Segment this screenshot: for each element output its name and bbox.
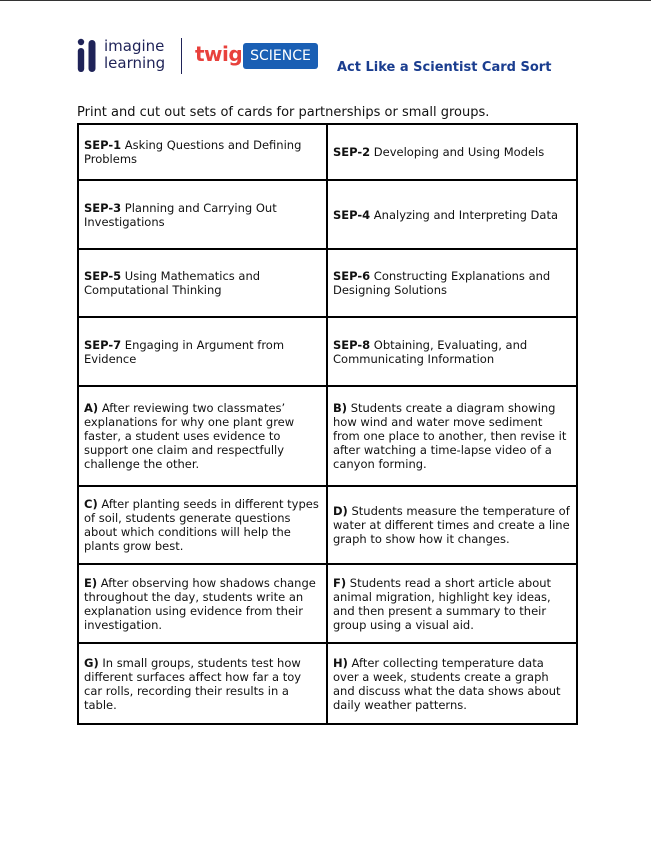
card-sep-3 xyxy=(78,180,327,249)
card-e xyxy=(78,564,327,643)
card-c xyxy=(78,486,327,564)
card-a xyxy=(78,386,327,486)
instructions-text: Print and cut out sets of cards for partnerships or small groups. xyxy=(77,105,490,120)
card-text: In small groups, students test how different surfaces affect how far a toy car rolls, recording their results in a table. xyxy=(84,655,302,712)
card-code: C) xyxy=(84,497,98,511)
card-code: SEP-8 xyxy=(333,337,371,352)
card-d xyxy=(327,486,577,564)
imagine-learning-wordmark xyxy=(104,38,165,72)
card-sort-table xyxy=(77,123,578,725)
table-row xyxy=(78,249,577,317)
card-sep-1 xyxy=(78,124,327,180)
card-code: SEP-3 xyxy=(84,200,122,215)
card-text: After planting seeds in different types of soil, students generate questions about which conditions will help the plants grow best. xyxy=(84,497,319,553)
table-row xyxy=(78,643,577,724)
card-f xyxy=(327,564,577,643)
card-code: SEP-4 xyxy=(333,207,371,222)
table-row xyxy=(78,124,577,180)
table-row xyxy=(78,386,577,486)
card-sep-4 xyxy=(327,180,577,249)
table-row xyxy=(78,486,577,564)
card-text: Students read a short article about animal migration, highlight key ideas, and then present a summary to their group using a visual aid. xyxy=(333,575,552,632)
document-title: Act Like a Scientist Card Sort xyxy=(337,60,552,75)
card-g xyxy=(78,643,327,724)
card-text: Students measure the temperature of water at different times and create a line graph to show how it changes. xyxy=(333,504,570,546)
twig-wordmark: twig xyxy=(195,42,243,66)
card-text: Asking Questions and Defining Problems xyxy=(84,138,302,166)
card-code: B) xyxy=(333,401,348,415)
imagine-learning-line2: learning xyxy=(104,54,166,72)
logo-divider xyxy=(181,38,182,74)
card-text: Students create a diagram showing how wind and water move sediment from one place to another, then revise it after watching a time-lapse video of a canyon forming. xyxy=(333,401,567,471)
card-text: Constructing Explanations and Designing Solutions xyxy=(333,269,551,297)
card-text: After reviewing two classmates’ explanations for why one plant grew faster, a student uses evidence to support one claim and respectfully challenge the other. xyxy=(84,401,295,471)
card-h xyxy=(327,643,577,724)
card-sep-8 xyxy=(327,317,577,386)
card-text: Analyzing and Interpreting Data xyxy=(373,207,559,222)
card-code: SEP-1 xyxy=(84,138,122,152)
card-b xyxy=(327,386,577,486)
science-badge: SCIENCE xyxy=(243,43,318,69)
card-code: SEP-6 xyxy=(333,269,371,283)
card-text: After observing how shadows change throughout the day, students write an explanation using evidence from their investigation. xyxy=(84,575,316,632)
card-code: A) xyxy=(84,401,99,415)
card-code: SEP-7 xyxy=(84,337,122,352)
card-code: E) xyxy=(84,575,98,590)
top-border-line xyxy=(0,0,651,1)
card-text: Using Mathematics and Computational Thinking xyxy=(84,269,261,297)
card-sep-7 xyxy=(78,317,327,386)
card-code: G) xyxy=(84,655,99,670)
card-sep-2 xyxy=(327,124,577,180)
card-sep-6 xyxy=(327,249,577,317)
card-text: Planning and Carrying Out Investigations xyxy=(84,200,277,229)
card-text: Engaging in Argument from Evidence xyxy=(84,337,285,366)
table-row xyxy=(78,180,577,249)
card-text: Obtaining, Evaluating, and Communicating Information xyxy=(333,337,528,366)
imagine-learning-mark-icon xyxy=(76,38,98,74)
table-row xyxy=(78,564,577,643)
card-text: Developing and Using Models xyxy=(373,145,545,159)
card-sep-5 xyxy=(78,249,327,317)
card-text: After collecting temperature data over a week, students create a graph and discuss what the data shows about daily weather patterns. xyxy=(333,655,561,712)
imagine-learning-logo xyxy=(76,38,172,74)
card-code: H) xyxy=(333,655,348,670)
card-code: SEP-2 xyxy=(333,145,371,159)
card-code: SEP-5 xyxy=(84,269,122,283)
imagine-learning-line1: imagine xyxy=(104,37,165,55)
table-row xyxy=(78,317,577,386)
card-code: F) xyxy=(333,575,347,590)
card-code: D) xyxy=(333,504,348,518)
